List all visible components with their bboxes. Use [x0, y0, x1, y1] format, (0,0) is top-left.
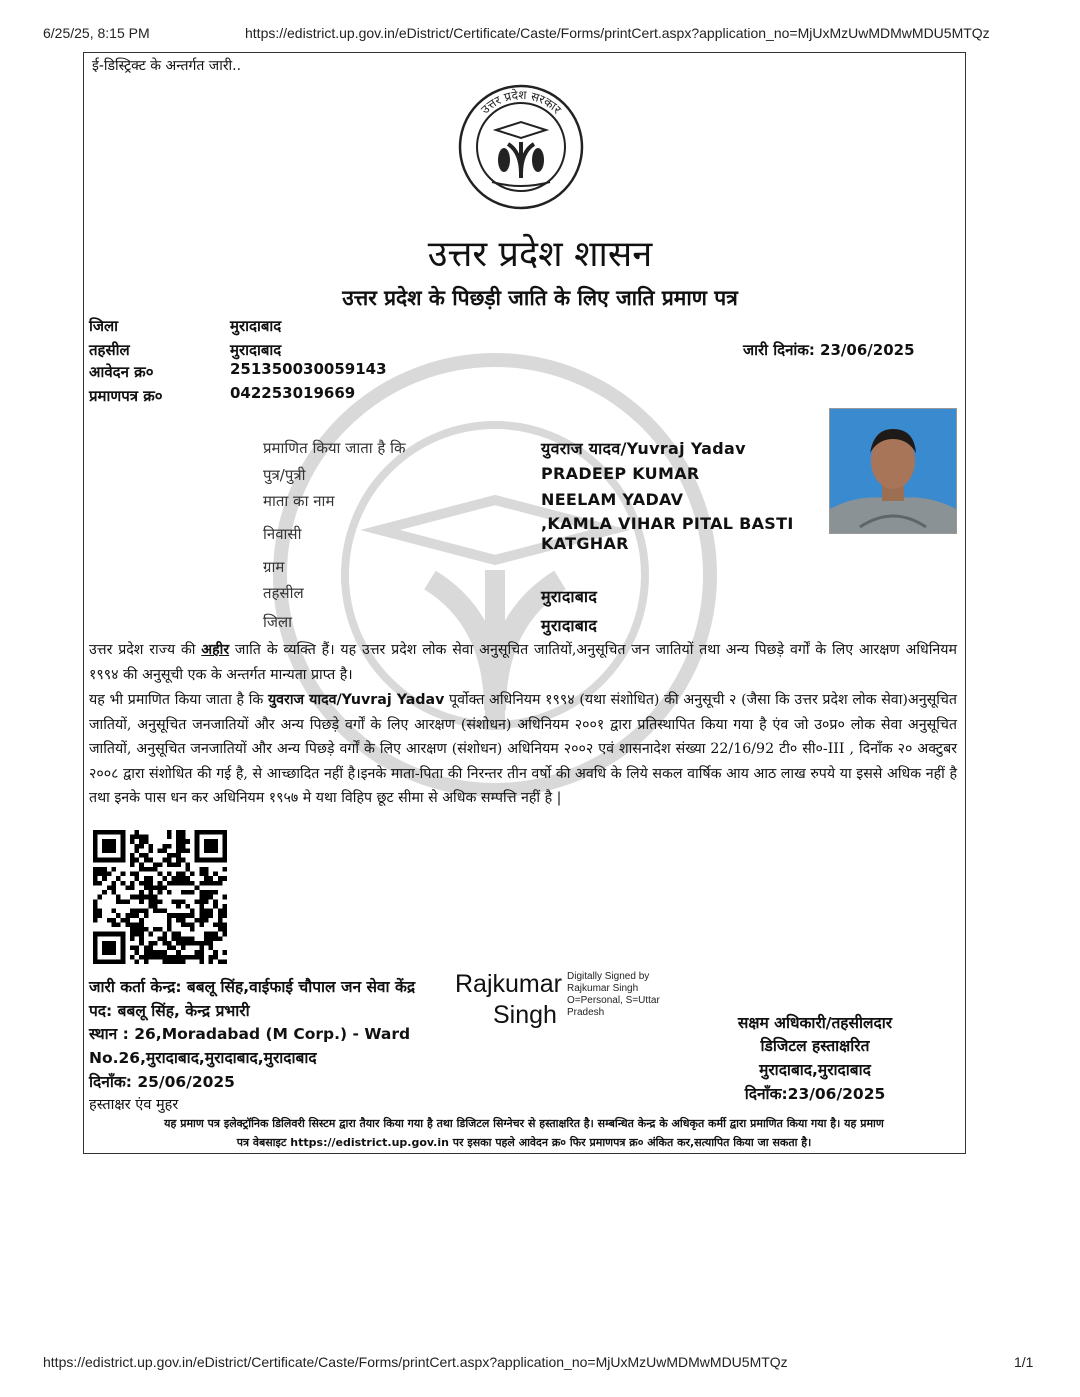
- officer-title: सक्षम अधिकारी/तहसीलदार: [737, 1014, 893, 1032]
- resident-label: निवासी: [263, 525, 302, 543]
- print-footer-url: https://edistrict.up.gov.in/eDistrict/Certificate/Caste/Forms/printCert.aspx?application_no=MjUxMzUwMDMwMDU5MTQz: [43, 1354, 788, 1370]
- verification-note-line1: यह प्रमाण पत्र इलेक्ट्रॉनिक डिलिवरी सिस्टम द्वारा तैयार किया गया है तथा डिजिटल सिग्नेचर से हस्ताक्षरित है। सम्बन्धित केन्द्र के अधिकृत कर्मी द्वारा प्रमाणित किया गया है। यह प्रमाण: [164, 1117, 884, 1130]
- sign-seal-label: हस्ताक्षर एंव मुहर: [89, 1097, 179, 1113]
- svg-text:उत्तर प्रदेश सरकार: उत्तर प्रदेश सरकार: [478, 87, 565, 117]
- signer-name-line1: Rajkumar: [455, 970, 562, 998]
- certified-label: प्रमाणित किया जाता है कि: [263, 439, 406, 457]
- father-name: PRADEEP KUMAR: [541, 464, 700, 483]
- child-of-label: पुत्र/पुत्री: [263, 466, 306, 484]
- issued-under-label: ई-डिस्ट्रिक्ट के अन्तर्गत जारी..: [92, 58, 242, 74]
- body-tehsil-value: मुरादाबाद: [541, 587, 598, 606]
- district-label: जिला: [89, 317, 119, 335]
- issue-date: जारी दिनांक: 23/06/2025: [743, 341, 915, 359]
- verification-note-line2: पत्र वेबसाइट https://edistrict.up.gov.in पर इसका पहले आवेदन क्र० फिर प्रमाणपत्र क्र० अंकित कर,सत्यापित किया जा सकता है।: [236, 1136, 812, 1149]
- signer-name-line2: Singh: [493, 1001, 557, 1029]
- digital-sign-line4: Pradesh: [567, 1007, 605, 1018]
- certificate-no-value: 042253019669: [230, 384, 356, 402]
- mother-label: माता का नाम: [263, 492, 335, 510]
- village-label: ग्राम: [263, 558, 285, 576]
- page-number: 1/1: [1014, 1354, 1034, 1370]
- body-district-value: मुरादाबाद: [541, 616, 598, 635]
- mother-name: NEELAM YADAV: [541, 490, 684, 509]
- state-emblem-icon: [456, 82, 586, 212]
- issuing-center: जारी कर्ता केन्द्र: बबलू सिंह,वाईफाई चौपाल जन सेवा केंद्र: [89, 978, 416, 996]
- issue-place-line1: स्थान : 26,Moradabad (M Corp.) - Ward: [89, 1025, 411, 1043]
- applicant-name-inline: युवराज यादव/Yuvraj Yadav: [267, 692, 445, 708]
- issue-place-line2: No.26,मुरादाबाद,मुरादाबाद,मुरादाबाद: [89, 1049, 317, 1067]
- application-no-value: 251350030059143: [230, 360, 387, 378]
- body-district-label: जिला: [263, 613, 293, 631]
- certificate-no-label: प्रमाणपत्र क्र०: [89, 387, 163, 405]
- government-title: उत्तर प्रदेश शासन: [427, 234, 653, 275]
- verification-note: [87, 1114, 961, 1152]
- caste-paragraph: उत्तर प्रदेश राज्य की अहीर जाति के व्यक्ति हैं। यह उत्तर प्रदेश लोक सेवा अनुसूचित जातियों,अनुसूचित जन जातियों तथा अन्य पिछड़े वर्गों के लिए आरक्षण अधिनियम १९९४ की अनुसूची एक के अन्तर्गत मान्यता प्राप्त है।: [89, 642, 957, 683]
- application-no-label: आवेदन क्र०: [89, 363, 154, 381]
- caste-name: अहीर: [201, 642, 230, 658]
- certified-name: युवराज यादव/Yuvraj Yadav: [541, 439, 746, 458]
- applicant-photo: [829, 408, 957, 534]
- digital-sign-line1: Digitally Signed by: [567, 971, 650, 982]
- tehsil-value: मुरादाबाद: [230, 341, 282, 359]
- certification-paragraph: यह भी प्रमाणित किया जाता है कि युवराज यादव/Yuvraj Yadav पूर्वोक्त अधिनियम १९९४ (यथा संशोधित) की अनुसूची २ (जैसा कि उत्तर प्रदेश लोक सेवा)अनुसूचित जातियों, अनुसूचित जनजातियों और अन्य पिछड़े वर्गों के लिए आरक्षण (संशोधन) अधिनियम २००१ द्वारा प्रतिस्थापित किया गया है एंव जो उ०प्र० लोक सेवा अनुसूचित जातियों, अनुसूचित जनजातियों और अन्य पिछड़े वर्गों के लिए आरक्षण (संशोधन) अधिनियम २००२ एवं शासनादेश संख्या 22/16/92 टी० सी०-III , दिनाँक २० अक्टुबर २००८ द्वारा संशोधित की गई है, से आच्छादित नहीं है।इनके माता-पिता की निरन्तर तीन वर्षो की अवधि के लिये सकल वार्षिक आय आठ लाख रुपये या इससे अधिक नहीं है तथा इनके पास धन कर अधिनियम १९५७ मे यथा विहिप छूट सीमा से अधिक सम्पत्ति नहीं है |: [89, 692, 957, 806]
- issuer-post: पद: बबलू सिंह, केन्द्र प्रभारी: [89, 1002, 250, 1020]
- certificate-title: उत्तर प्रदेश के पिछड़ी जाति के लिए जाति प्रमाण पत्र: [342, 286, 738, 310]
- print-datetime: 6/25/25, 8:15 PM: [43, 25, 150, 41]
- officer-location: मुरादाबाद,मुरादाबाद: [759, 1061, 871, 1079]
- issuer-date: दिनाँक: 25/06/2025: [89, 1073, 235, 1091]
- tehsil-label: तहसील: [89, 341, 130, 359]
- resident-address-line1: ,KAMLA VIHAR PITAL BASTI: [541, 514, 794, 533]
- resident-address-line2: KATGHAR: [541, 534, 629, 553]
- officer-date: दिनाँक:23/06/2025: [744, 1085, 886, 1103]
- digital-sign-line3: O=Personal, S=Uttar: [567, 995, 660, 1006]
- print-url: https://edistrict.up.gov.in/eDistrict/Certificate/Caste/Forms/printCert.aspx?application_no=MjUxMzUwMDMwMDU5MTQz: [245, 25, 990, 41]
- qr-code: [93, 830, 227, 964]
- digital-sign-line2: Rajkumar Singh: [567, 983, 639, 994]
- officer-signed: डिजिटल हस्ताक्षरित: [760, 1037, 870, 1055]
- body-tehsil-label: तहसील: [263, 584, 304, 602]
- district-value: मुरादाबाद: [230, 317, 282, 335]
